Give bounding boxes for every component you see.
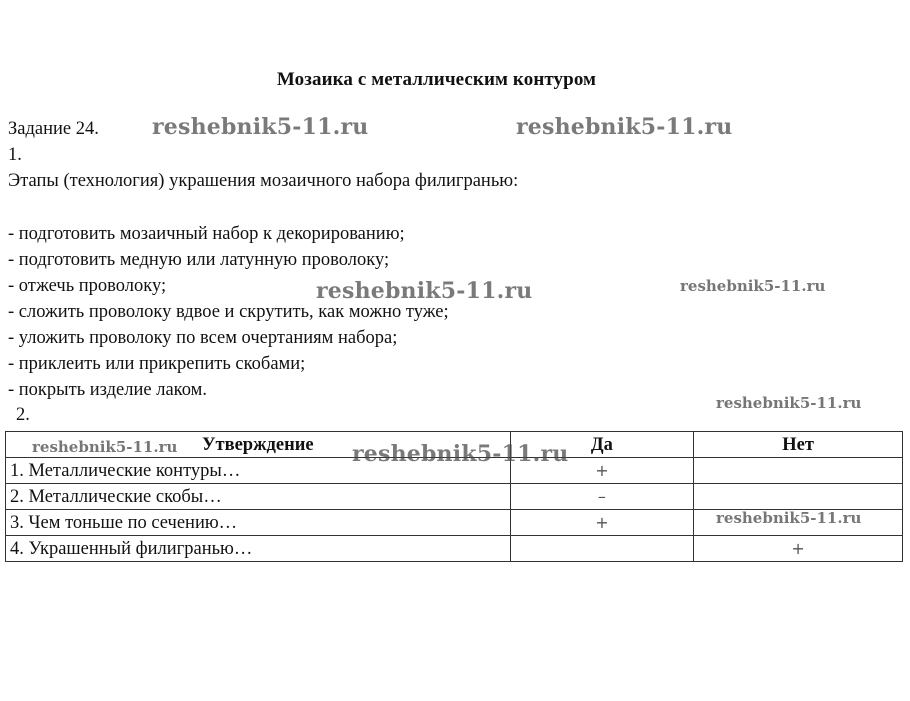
header-no: Нет [694,432,903,458]
steps-list [8,223,449,405]
table-header-row [6,432,903,458]
header-yes: Да [510,432,694,458]
watermark: reshebnik5-11.ru [32,438,178,456]
step-item: - приклеить или прикрепить скобами; [8,354,306,374]
part2-number: 2. [16,405,30,425]
watermark: reshebnik5-11.ru [716,394,862,412]
answers-table [5,431,903,562]
watermark: reshebnik5-11.ru [516,114,733,140]
yes-cell: + [510,458,694,484]
table-row [6,536,903,562]
part1-number: 1. [8,145,22,165]
step-item: - сложить проволоку вдвое и скрутить, как можно туже; [8,302,449,322]
statement-cell: 3. Чем тоньше по сечению… [6,510,511,536]
statement-cell: 2. Металлические скобы… [6,484,511,510]
table-row [6,458,903,484]
step-item: - уложить проволоку по всем очертаниям набора; [8,328,398,348]
step-item: - отжечь проволоку; [8,276,167,296]
step-item: - подготовить медную или латунную проволоку; [8,250,390,270]
header-statement: Утверждение [6,432,511,458]
watermark: reshebnik5-11.ru [716,509,862,527]
no-cell [694,458,903,484]
no-cell [694,510,903,536]
yes-cell [510,536,694,562]
watermark: reshebnik5-11.ru [152,114,369,140]
statement-cell: 1. Металлические контуры… [6,458,511,484]
task-label: Задание 24. [8,119,99,139]
watermark: reshebnik5-11.ru [352,441,569,467]
watermark: reshebnik5-11.ru [316,278,533,304]
no-cell: + [694,536,903,562]
step-item: - покрыть изделие лаком. [8,380,207,400]
intro-text: Этапы (технология) украшения мозаичного набора филигранью: [8,171,519,191]
yes-cell: + [510,510,694,536]
step-item: - подготовить мозаичный набор к декорированию; [8,224,405,244]
statement-cell: 4. Украшенный филигранью… [6,536,511,562]
table-row [6,484,903,510]
no-cell [694,484,903,510]
watermark: reshebnik5-11.ru [680,277,826,295]
page-title: Мозаика с металлическим контуром [276,69,597,90]
table-row [6,510,903,536]
yes-cell: – [510,484,694,510]
